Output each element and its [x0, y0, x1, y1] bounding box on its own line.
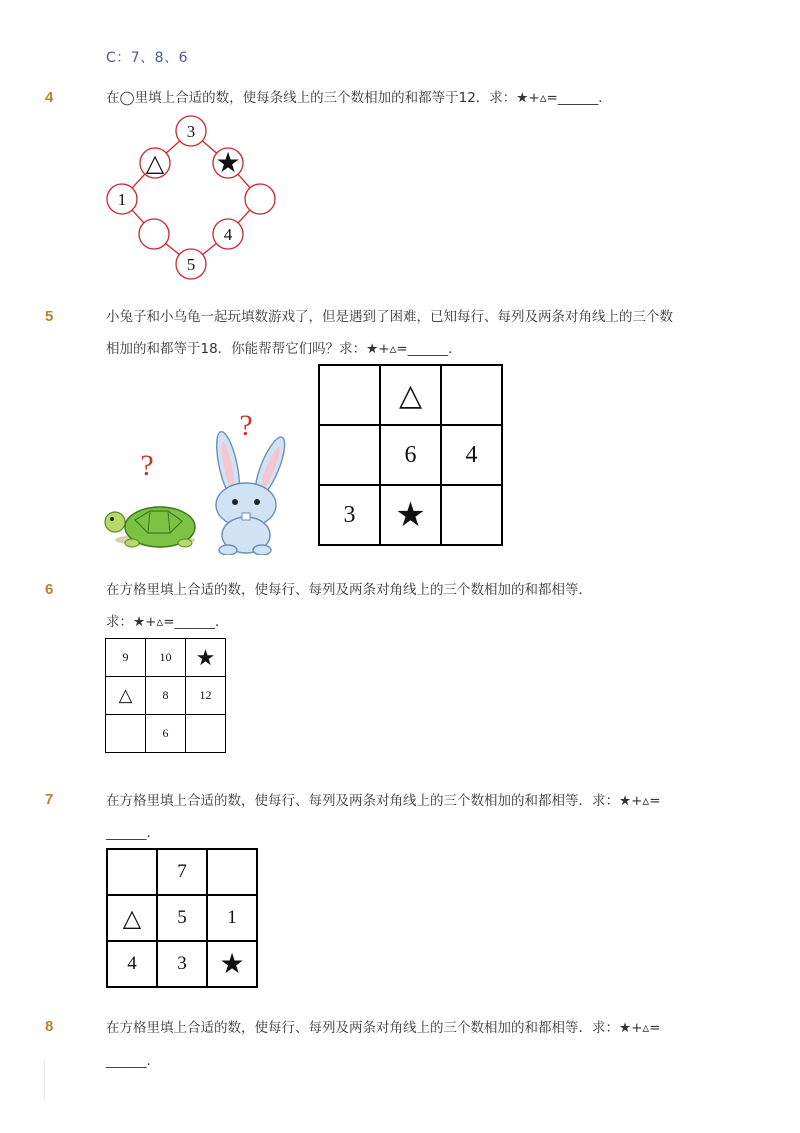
grid-cell [441, 365, 502, 425]
grid-cell: 10 [146, 639, 186, 677]
star-icon: ★ [207, 941, 257, 987]
node-bottom-value: 5 [186, 255, 196, 274]
question-text-line1: 在方格里填上合适的数，使每行、每列及两条对角线上的三个数相加的和都相等． [106, 582, 592, 598]
grid-cell: 9 [106, 639, 146, 677]
grid-cell: 3 [157, 941, 207, 987]
magic-square-grid [318, 364, 503, 546]
grid-cell: 6 [380, 425, 441, 485]
question-text-line2: 求：★+▵=______． [106, 614, 229, 630]
question-number: 6 [45, 581, 54, 598]
magic-square-grid [106, 848, 258, 988]
triangle-icon: △ [106, 677, 146, 715]
grid-cell [186, 715, 226, 753]
triangle-icon: △ [145, 151, 165, 177]
question-mark-icon: ? [239, 409, 253, 442]
rabbit-icon [212, 430, 290, 555]
star-icon: ★ [186, 639, 226, 677]
grid-cell [319, 365, 380, 425]
node-left-value: 1 [117, 190, 127, 209]
turtle-icon [105, 507, 195, 547]
triangle-icon: △ [107, 895, 157, 941]
grid-cell: 8 [146, 677, 186, 715]
star-icon: ★ [215, 148, 241, 179]
grid-cell [106, 715, 146, 753]
node-top-value: 3 [186, 122, 196, 141]
question-text: 在◯里填上合适的数，使每条线上的三个数相加的和都等于12．求：★+▵=______． [106, 90, 612, 106]
node-br-value: 4 [223, 225, 233, 244]
grid-cell: 7 [157, 849, 207, 895]
grid-cell: 5 [157, 895, 207, 941]
node-bl [139, 219, 169, 249]
answer-option-c: C：7、8、6 [106, 50, 188, 66]
grid-cell [441, 485, 502, 545]
node-right [245, 184, 275, 214]
question-number: 8 [45, 1018, 54, 1035]
question-text-line1: 小兔子和小乌龟一起玩填数游戏了，但是遇到了困难，已知每行、每列及两条对角线上的三个数 [106, 309, 673, 325]
grid-cell: 4 [441, 425, 502, 485]
question-number: 7 [45, 791, 54, 808]
question-text-line1: 在方格里填上合适的数，使每行、每列及两条对角线上的三个数相加的和都相等．求：★+▵= [106, 1020, 661, 1036]
star-icon: ★ [380, 485, 441, 545]
question-text-line2: ______． [106, 825, 160, 841]
grid-cell [207, 849, 257, 895]
circle-diagram [100, 110, 280, 280]
magic-square-grid [105, 638, 226, 753]
question-number: 5 [45, 308, 54, 325]
question-text-line2: ______． [106, 1053, 160, 1069]
grid-cell: 4 [107, 941, 157, 987]
grid-cell: 1 [207, 895, 257, 941]
grid-cell: 3 [319, 485, 380, 545]
grid-cell: 12 [186, 677, 226, 715]
grid-cell [319, 425, 380, 485]
triangle-icon: △ [380, 365, 441, 425]
grid-cell [107, 849, 157, 895]
margin-divider [44, 1060, 45, 1100]
turtle-rabbit-illustration [100, 405, 300, 555]
question-text-line2: 相加的和都等于18．你能帮帮它们吗？求：★+▵=______． [106, 341, 462, 357]
grid-cell: 6 [146, 715, 186, 753]
question-number: 4 [45, 89, 54, 106]
question-mark-icon: ? [140, 449, 154, 482]
question-text-line1: 在方格里填上合适的数，使每行、每列及两条对角线上的三个数相加的和都相等．求：★+▵= [106, 793, 661, 809]
